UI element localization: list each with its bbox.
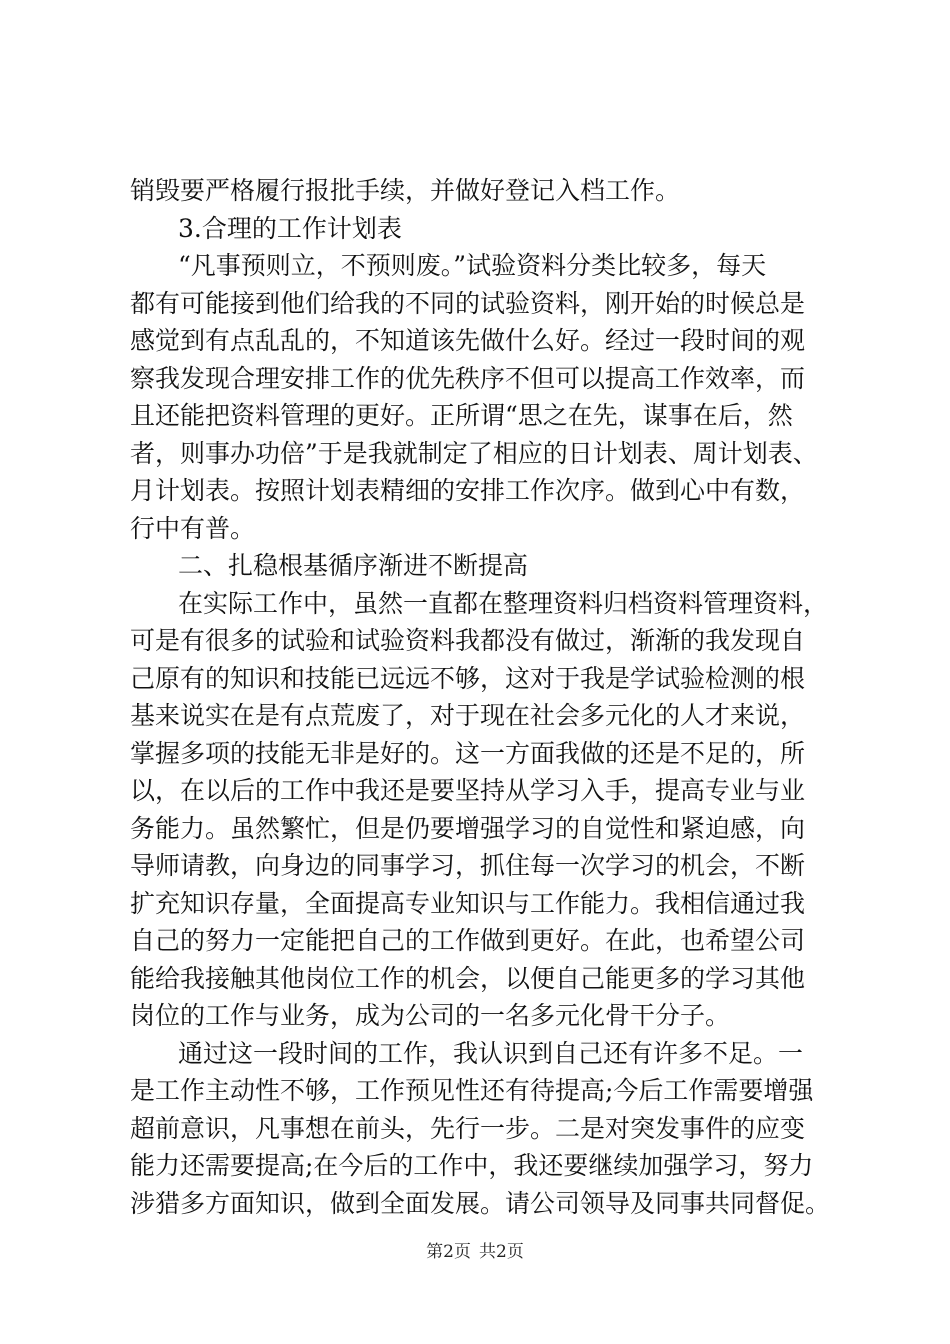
text-line: 涉猎多方面知识，做到全面发展。请公司领导及同事共同督促。	[130, 1188, 830, 1218]
text-line: 销毁要严格履行报批手续，并做好登记入档工作。	[130, 176, 681, 205]
text-line: 岗位的工作与业务，成为公司的一名多元化骨干分子。	[130, 1001, 731, 1030]
page-footer	[0, 1240, 950, 1264]
text-line: 掌握多项的技能无非是好的。这一方面我做的还是不足的，所	[130, 738, 806, 768]
page-number-total: 共2页	[479, 1242, 524, 1262]
text-line: 能给我接触其他岗位工作的机会，以便自己能更多的学习其他	[130, 963, 806, 993]
text-line: 可是有很多的试验和试验资料我都没有做过，渐渐的我发现自	[130, 626, 806, 655]
text-line: 能力还需要提高;在今后的工作中，我还要继续加强学习，努力	[130, 1151, 814, 1180]
text-line: 基来说实在是有点荒废了，对于现在社会多元化的人才来说，	[130, 701, 806, 730]
text-line: 月计划表。按照计划表精细的安排工作次序。做到心中有数，	[130, 476, 806, 505]
text-line: 感觉到有点乱乱的，不知道该先做什么好。经过一段时间的观	[130, 326, 806, 355]
section-heading: 3.合理的工作计划表	[178, 213, 402, 243]
text-line: 扩充知识存量，全面提高专业知识与工作能力。我相信通过我	[130, 888, 806, 918]
text-line: “凡事预则立，不预则废。”试验资料分类比较多，每天	[178, 251, 767, 280]
text-line: 务能力。虽然繁忙，但是仍要增强学习的自觉性和紧迫感，向	[130, 813, 806, 843]
text-line: 行中有普。	[130, 513, 256, 543]
text-line: 都有可能接到他们给我的不同的试验资料，刚开始的时候总是	[130, 288, 806, 318]
text-line: 在实际工作中，虽然一直都在整理资料归档资料管理资料，	[178, 588, 829, 618]
text-line: 超前意识，凡事想在前头，先行一步。二是对突发事件的应变	[130, 1113, 806, 1143]
text-line: 且还能把资料管理的更好。正所谓“思之在先，谋事在后，然	[130, 401, 793, 430]
section-heading: 二、扎稳根基循序渐进不断提高	[178, 551, 529, 580]
text-line: 导师请教，向身边的同事学习，抓住每一次学习的机会，不断	[130, 851, 806, 880]
text-line: 察我发现合理安排工作的优先秩序不但可以提高工作效率，而	[130, 363, 806, 393]
text-line: 者，则事办功倍”于是我就制定了相应的日计划表、周计划表、	[130, 438, 818, 468]
text-line: 己原有的知识和技能已远远不够，这对于我是学试验检测的根	[130, 663, 806, 693]
document-body	[130, 172, 830, 1222]
page-number-current: 第2页	[426, 1242, 471, 1262]
text-line: 自己的努力一定能把自己的工作做到更好。在此，也希望公司	[130, 926, 806, 955]
text-line: 以，在以后的工作中我还是要坚持从学习入手，提高专业与业	[130, 776, 806, 805]
text-line: 是工作主动性不够，工作预见性还有待提高;今后工作需要增强	[130, 1076, 814, 1105]
text-line: 通过这一段时间的工作，我认识到自己还有许多不足。一	[178, 1038, 804, 1068]
